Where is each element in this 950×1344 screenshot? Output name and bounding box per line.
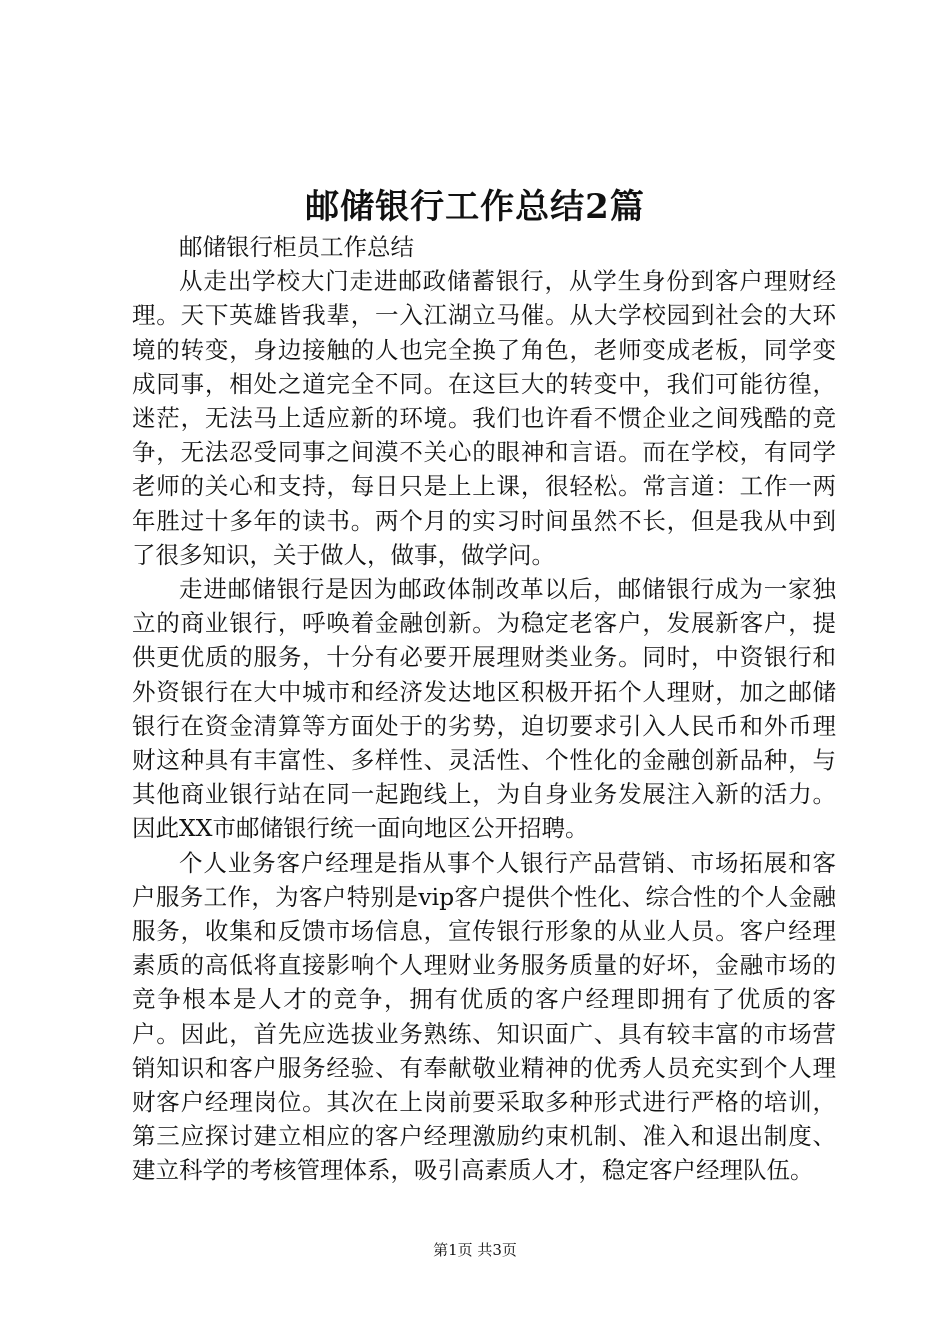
page-footer: 第1页 共3页 [433, 1241, 517, 1259]
paragraph-3: 个人业务客户经理是指从事个人银行产品营销、市场拓展和客户服务工作，为客户特别是vip客户提供个性化、综合性的个人金融服务，收集和反馈市场信息，宣传银行形象的从业人员。客户经理素质的高低将直接影响个人理财业务服务质量的好坏，金融市场的竞争根本是人才的竞争，拥有优质的客户经理即拥有了优质的客户。因此，首先应选拔业务熟练、知识面广、具有较丰富的市场营销知识和客户服务经验、有奉献敬业精神的优秀人员充实到个人理财客户经理岗位。其次在上岗前要采取多种形式进行严格的培训，第三应探讨建立相应的客户经理激励约束机制、准入和退出制度、建立科学的考核管理体系，吸引高素质人才，稳定客户经理队伍。 [132, 848, 836, 1185]
document-title: 邮储银行工作总结2篇 [305, 187, 645, 227]
paragraph-2: 走进邮储银行是因为邮政体制改革以后，邮储银行成为一家独立的商业银行，呼唤着金融创新。为稳定老客户，发展新客户，提供更优质的服务，十分有必要开展理财类业务。同时，中资银行和外资银行在大中城市和经济发达地区积极开拓个人理财，加之邮储银行在资金清算等方面处于的劣势，迫切要求引入人民币和外币理财这种具有丰富性、多样性、灵活性、个性化的金融创新品种，与其他商业银行站在同一起跑线上，为自身业务发展注入新的活力。因此XX市邮储银行统一面向地区公开招聘。 [132, 575, 836, 843]
document-body [132, 230, 836, 1188]
paragraph-1: 从走出学校大门走进邮政储蓄银行，从学生身份到客户理财经理。天下英雄皆我辈，一入江湖立马催。从大学校园到社会的大环境的转变，身边接触的人也完全换了角色，老师变成老板，同学变成同事，相处之道完全不同。在这巨大的转变中，我们可能彷徨，迷茫，无法马上适应新的环境。我们也许看不惯企业之间残酷的竞争，无法忍受同事之间漠不关心的眼神和言语。而在学校，有同学老师的关心和支持，每日只是上上课，很轻松。常言道：工作一两年胜过十多年的读书。两个月的实习时间虽然不长，但是我从中到了很多知识，关于做人，做事，做学问。 [132, 267, 836, 569]
section-subtitle: 邮储银行柜员工作总结 [179, 233, 414, 261]
